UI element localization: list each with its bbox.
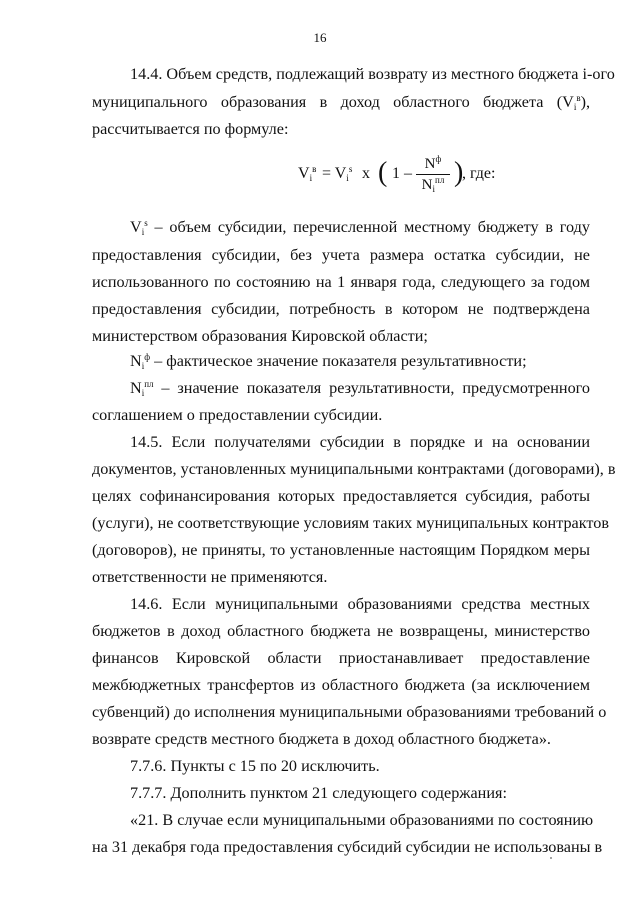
def-vs-line-4: предоставления субсидии, потребность в котором не подтверждена (92, 300, 590, 318)
p14-6-line-6: возврате средств местного бюджета в доход областного бюджета». (92, 730, 551, 748)
def-vs-line-1: $V_i^s$ – объем субсидии, перечисленной местному бюджету в году (130, 218, 590, 237)
formula-close-paren: ) (454, 157, 464, 188)
def-vs-line-2: предоставления субсидии, без учета размера остатка субсидии, не (92, 246, 590, 264)
formula-one-minus: 1 – (392, 165, 412, 182)
def-np-line-1: $N_i^{пл}$ – значение показателя результативности, предусмотренного (130, 379, 590, 398)
formula-open-paren: ( (378, 157, 388, 188)
formula-numerator: $N^ф$ (424, 154, 442, 172)
p14-5-line-3: целях софинансирования которых предоставляется субсидия, работы (92, 487, 590, 505)
p776-line: 7.7.6. Пункты с 15 по 20 исключить. (130, 757, 380, 775)
formula-times: x (362, 165, 370, 182)
p777-line: 7.7.7. Дополнить пунктом 21 следующего содержания: (130, 784, 507, 802)
p14-6-line-2: бюджетов в доход областного бюджета не возвращены, министерство (92, 622, 590, 640)
formula-denominator: $N_i^{пл}$ (421, 175, 445, 194)
p21-line-1: «21. В случае если муниципальными образованиями по состоянию (130, 811, 594, 829)
p14-4-line-1: 14.4. Объем средств, подлежащий возврату из местного бюджета i-ого (130, 65, 615, 83)
def-vs-line-5: министерством образования Кировской области; (92, 327, 428, 345)
p14-5-line-2: документов, установленных муниципальными контрактами (договорами), в (92, 460, 616, 478)
formula-lhs: $V_i^в$ (298, 164, 317, 183)
p21-line-2: на 31 декабря года предоставления субсидий субсидии не использованы в (92, 838, 603, 856)
p14-6-line-4: межбюджетных трансфертов из областного бюджета (за исключением (92, 676, 590, 694)
p14-5-line-4: (услуги), не соответствующие условиям таких муниципальных контрактов (92, 514, 609, 532)
def-np-line-2: соглашением о предоставлении субсидии. (92, 406, 383, 424)
p14-6-line-5: субвенций) до исполнения муниципальными образованиями требований о (92, 703, 607, 721)
def-vs-line-3: использованного по состоянию на 1 января года, следующего за годом (92, 273, 590, 291)
def-nf-line: $N_i^ф$ – фактическое значение показателя результативности; (130, 352, 527, 371)
formula-fraction (416, 155, 450, 194)
p14-5-line-6: ответственности не применяются. (92, 568, 328, 586)
scan-speck (550, 857, 552, 859)
formula-rhs-v: = $V_i^s$ (322, 164, 353, 183)
p14-6-line-1: 14.6. Если муниципальными образованиями средства местных (130, 595, 590, 613)
page-number: 16 (313, 30, 327, 45)
p14-6-line-3: финансов Кировской области приостанавливает предоставление (92, 649, 590, 667)
p14-5-line-5: (договоров), не приняты, то установленные настоящим Порядком меры (92, 541, 590, 559)
p14-4-line-3: рассчитывается по формуле: (92, 120, 289, 138)
p14-5-line-1: 14.5. Если получателями субсидии в порядке и на основании (130, 433, 590, 451)
p14-4-line-2: муниципального образования в доход областного бюджета $(V_i^в)$, (92, 93, 591, 112)
formula-tail: , где: (462, 165, 496, 182)
